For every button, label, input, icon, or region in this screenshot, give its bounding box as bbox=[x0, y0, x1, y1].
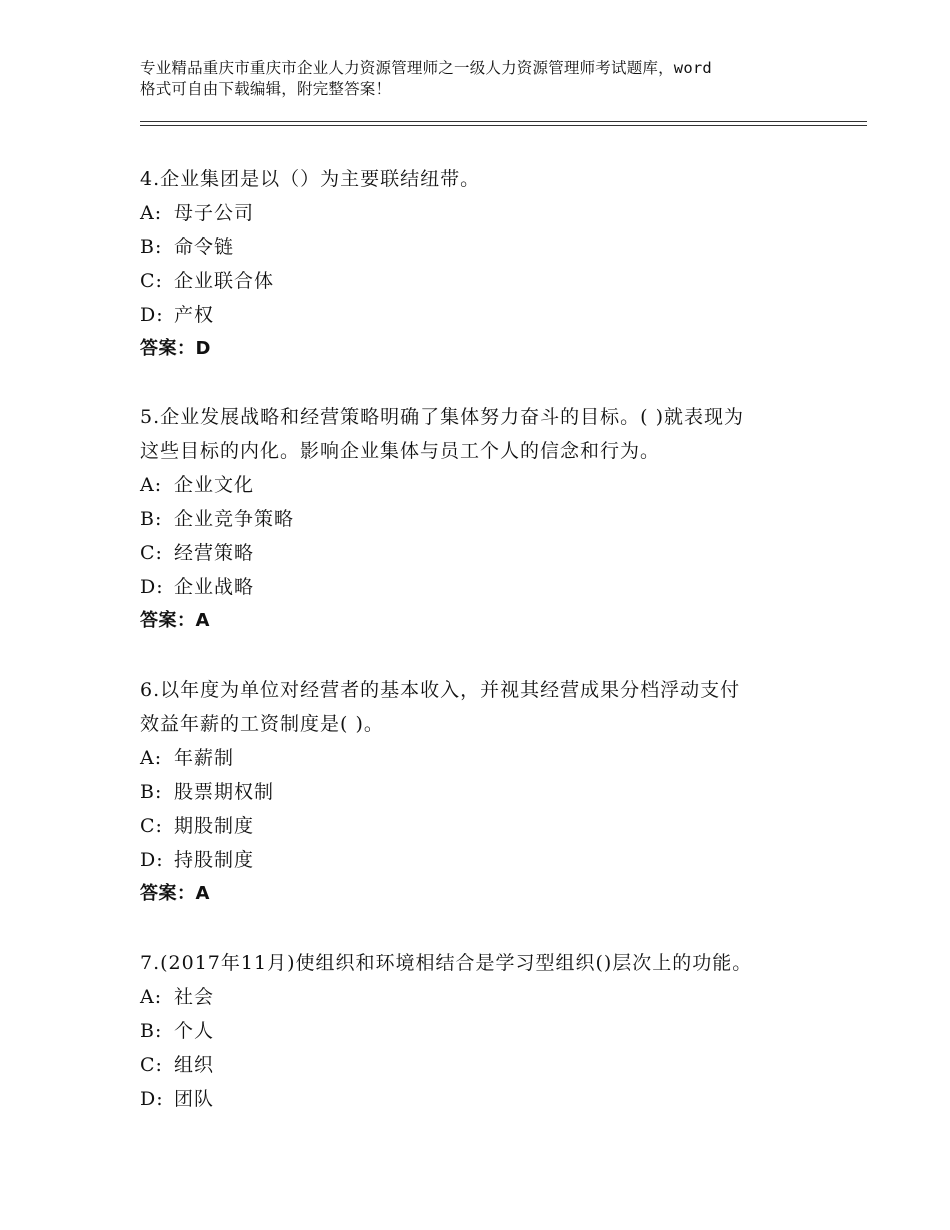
option-b bbox=[140, 230, 830, 264]
question-text-line-1: 6.以年度为单位对经营者的基本收入，并视其经营成果分档浮动支付 bbox=[140, 679, 741, 701]
question-text-line-2: 效益年薪的工资制度是( )。 bbox=[140, 713, 384, 735]
option-text: 股票期权制 bbox=[174, 781, 275, 803]
option-c bbox=[140, 264, 830, 298]
answer-label: 答案：A bbox=[140, 883, 210, 904]
option-text: 组织 bbox=[174, 1054, 215, 1076]
option-letter: B: bbox=[140, 1020, 163, 1042]
question-text: 4.企业集团是以（）为主要联结纽带。 bbox=[140, 168, 481, 190]
option-text: 企业联合体 bbox=[174, 270, 275, 292]
document-header bbox=[140, 58, 830, 100]
option-letter: B: bbox=[140, 508, 163, 530]
answer-label: 答案：D bbox=[140, 338, 211, 359]
option-text: 社会 bbox=[174, 986, 215, 1008]
option-d bbox=[140, 1082, 830, 1116]
option-text: 企业文化 bbox=[174, 474, 255, 496]
option-text: 持股制度 bbox=[174, 849, 255, 871]
option-letter: A: bbox=[140, 986, 163, 1008]
option-c bbox=[140, 809, 830, 843]
option-b bbox=[140, 775, 830, 809]
question-5 bbox=[140, 400, 830, 638]
answer-label: 答案：A bbox=[140, 610, 210, 631]
option-c bbox=[140, 536, 830, 570]
option-letter: D: bbox=[140, 304, 164, 326]
question-text-line-1: 5.企业发展战略和经营策略明确了集体努力奋斗的目标。( )就表现为 bbox=[140, 406, 744, 428]
option-b bbox=[140, 1014, 830, 1048]
option-letter: A: bbox=[140, 474, 163, 496]
option-letter: D: bbox=[140, 1088, 164, 1110]
option-letter: A: bbox=[140, 202, 163, 224]
header-title-line-1: 专业精品重庆市重庆市企业人力资源管理师之一级人力资源管理师考试题库，word bbox=[140, 59, 712, 77]
option-letter: C: bbox=[140, 1054, 163, 1076]
question-text-line-2: 这些目标的内化。影响企业集体与员工个人的信念和行为。 bbox=[140, 440, 661, 462]
option-text: 产权 bbox=[174, 304, 215, 326]
header-divider-bottom bbox=[140, 125, 867, 126]
option-text: 企业竞争策略 bbox=[174, 508, 295, 530]
option-text: 年薪制 bbox=[174, 747, 235, 769]
option-text: 命令链 bbox=[174, 236, 235, 258]
option-c bbox=[140, 1048, 830, 1082]
option-text: 期股制度 bbox=[174, 815, 255, 837]
option-letter: D: bbox=[140, 849, 164, 871]
option-letter: C: bbox=[140, 815, 163, 837]
question-4 bbox=[140, 162, 830, 366]
header-divider-top bbox=[140, 121, 867, 122]
option-d bbox=[140, 843, 830, 877]
option-text: 企业战略 bbox=[174, 576, 255, 598]
option-letter: C: bbox=[140, 270, 163, 292]
option-text: 经营策略 bbox=[174, 542, 255, 564]
option-a bbox=[140, 196, 830, 230]
option-text: 个人 bbox=[174, 1020, 215, 1042]
option-text: 母子公司 bbox=[174, 202, 255, 224]
option-a bbox=[140, 741, 830, 775]
option-letter: C: bbox=[140, 542, 163, 564]
option-letter: D: bbox=[140, 576, 164, 598]
option-a bbox=[140, 468, 830, 502]
header-title-line-2: 格式可自由下载编辑，附完整答案！ bbox=[140, 80, 392, 98]
option-letter: B: bbox=[140, 781, 163, 803]
question-6 bbox=[140, 673, 830, 911]
question-7 bbox=[140, 946, 830, 1116]
question-text: 7.(2017年11月)使组织和环境相结合是学习型组织()层次上的功能。 bbox=[140, 952, 753, 974]
option-letter: B: bbox=[140, 236, 163, 258]
option-d bbox=[140, 298, 830, 332]
option-a bbox=[140, 980, 830, 1014]
option-letter: A: bbox=[140, 747, 163, 769]
option-d bbox=[140, 570, 830, 604]
option-text: 团队 bbox=[174, 1088, 215, 1110]
option-b bbox=[140, 502, 830, 536]
